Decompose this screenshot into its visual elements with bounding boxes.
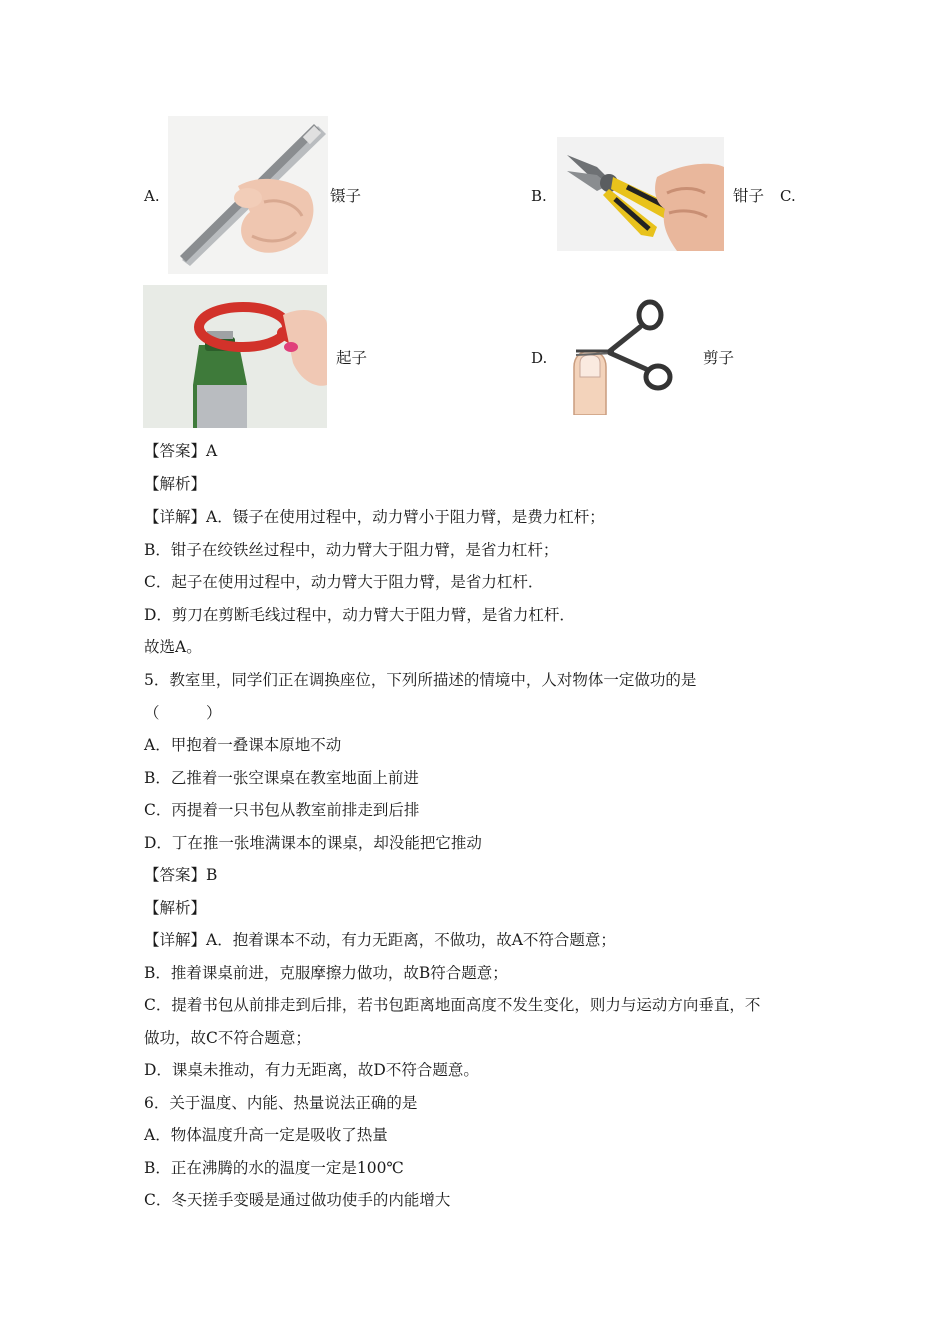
option-d-name: 剪子 — [703, 349, 735, 367]
q5-analysis-heading: 【解析】 — [144, 899, 207, 917]
q4-conclusion: 故选A。 — [144, 638, 202, 656]
option-b-letter: B. — [531, 187, 547, 205]
q5-detail-a: 【详解】A．抱着课本不动，有力无距离，不做功，故A不符合题意； — [144, 931, 616, 949]
q4-detail-c: C．起子在使用过程中，动力臂大于阻力臂，是省力杠杆． — [144, 573, 544, 591]
option-a-letter: A. — [144, 187, 160, 205]
q4-answer: 【答案】A — [144, 442, 218, 460]
option-d-letter: D. — [531, 349, 548, 367]
q4-analysis-heading: 【解析】 — [144, 475, 207, 493]
q5-option-d: D．丁在推一张堆满课本的课桌，却没能把它推动 — [144, 834, 482, 852]
q5-option-c: C．丙提着一只书包从教室前排走到后排 — [144, 801, 420, 819]
q5-detail-c-line2: 做功，故C不符合题意； — [144, 1029, 311, 1047]
q6-option-c: C．冬天搓手变暖是通过做功使手的内能增大 — [144, 1191, 451, 1209]
pliers-image — [557, 137, 724, 251]
q6-option-b: B．正在沸腾的水的温度一定是100℃ — [144, 1159, 404, 1177]
q5-option-a: A．甲抱着一叠课本原地不动 — [144, 736, 342, 754]
q6-stem: 6．关于温度、内能、热量说法正确的是 — [144, 1094, 418, 1112]
q4-detail-b: B．钳子在绞铁丝过程中，动力臂大于阻力臂，是省力杠杆； — [144, 541, 559, 559]
q6-option-a: A．物体温度升高一定是吸收了热量 — [144, 1126, 388, 1144]
q5-stem: 5．教室里，同学们正在调换座位，下列所描述的情境中，人对物体一定做功的是 — [144, 671, 697, 689]
option-c-letter: C. — [780, 187, 796, 205]
q4-detail-a: 【详解】A．镊子在使用过程中，动力臂小于阻力臂，是费力杠杆； — [144, 508, 605, 526]
tweezers-image — [168, 116, 328, 274]
scissors-image — [570, 297, 678, 415]
q5-option-b: B．乙推着一张空课桌在教室地面上前进 — [144, 769, 419, 787]
option-a-name: 镊子 — [330, 187, 362, 205]
q4-detail-d: D．剪刀在剪断毛线过程中，动力臂大于阻力臂，是省力杠杆． — [144, 606, 575, 624]
bottle-opener-image — [143, 285, 327, 428]
q5-detail-b: B．推着课桌前进，克服摩擦力做功，故B符合题意； — [144, 964, 508, 982]
option-c-name: 起子 — [336, 349, 368, 367]
q5-answer: 【答案】B — [144, 866, 218, 884]
q5-answer-blank: （ ） — [144, 704, 222, 722]
q5-detail-c-line1: C．提着书包从前排走到后排，若书包距离地面高度不发生变化，则力与运动方向垂直，不 — [144, 996, 761, 1014]
q5-detail-d: D．课桌未推动，有力无距离，故D不符合题意。 — [144, 1061, 479, 1079]
option-b-name: 钳子 — [733, 187, 765, 205]
